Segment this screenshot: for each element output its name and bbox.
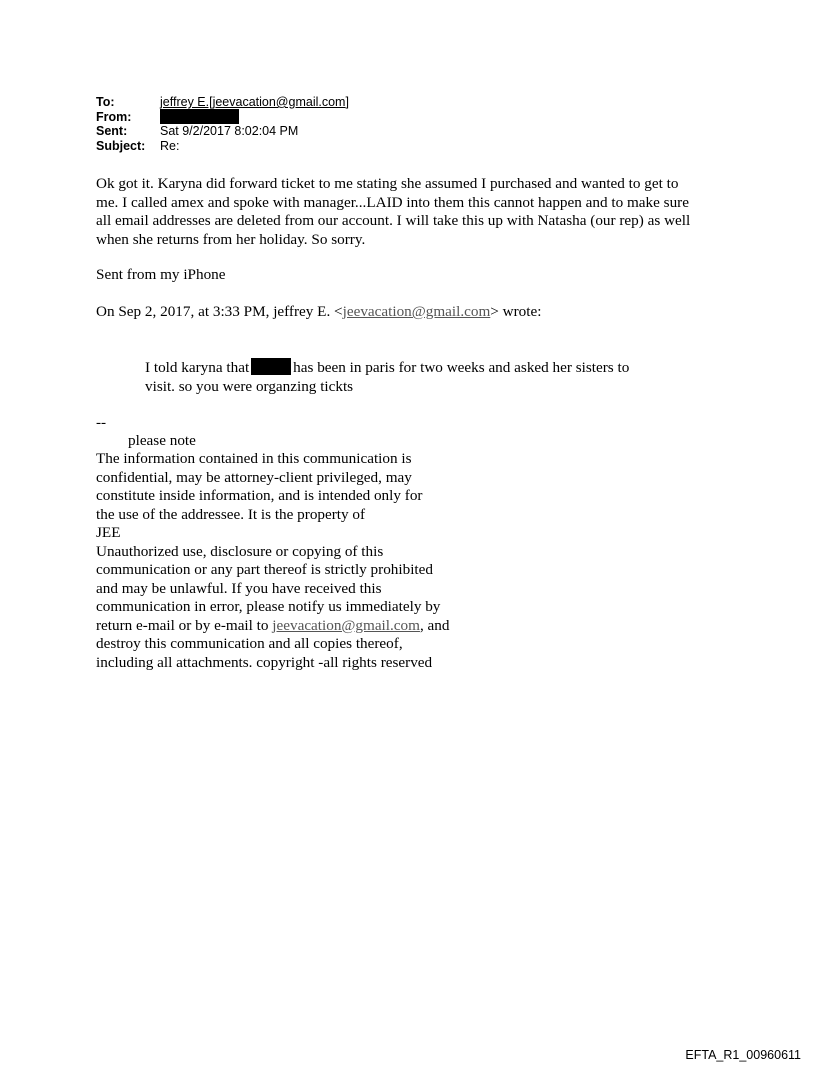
message-line: all email addresses are deleted from our account. I will take this up with Natasha (our rep) as well	[96, 212, 691, 229]
disclaimer-line	[96, 617, 449, 636]
disclaimer-line: The information contained in this communication is	[96, 450, 412, 467]
redaction-box	[160, 109, 239, 124]
quoted-line-end: has been in paris for two weeks and asked her sisters to	[293, 359, 630, 376]
message-line: me. I called amex and spoke with manager...LAID into them this cannot happen and to make sure	[96, 193, 689, 211]
quoted-line: visit. so you were organzing tickts	[145, 377, 354, 395]
disclaimer-line: communication or any part thereof is strictly prohibited	[96, 561, 433, 578]
disclaimer-email-link[interactable]: jeevacation@gmail.com	[272, 616, 420, 634]
sent-value: Sat 9/2/2017 8:02:04 PM	[160, 124, 299, 138]
sent-label: Sent:	[96, 124, 128, 138]
email-header	[96, 95, 349, 153]
to-row	[96, 95, 349, 110]
quote-intro-email-link[interactable]: jeevacation@gmail.com	[342, 303, 491, 320]
from-label: From:	[96, 109, 132, 124]
quoted-message	[145, 358, 629, 396]
disclaimer-line: confidential, may be attorney-client privileged, may	[96, 468, 412, 486]
to-value[interactable]: jeffrey E.[jeevacation@gmail.com]	[160, 95, 349, 109]
signature-separator: --	[96, 414, 107, 431]
disclaimer-line: constitute inside information, and is intended only for	[96, 487, 423, 504]
disclaimer-line: the use of the addressee. It is the property of	[96, 505, 366, 523]
disclaimer-line: destroy this communication and all copies thereof,	[96, 635, 403, 652]
disclaimer-line: JEE	[96, 524, 121, 541]
document-id: EFTA_R1_00960611	[685, 1048, 801, 1062]
to-label: To:	[96, 95, 115, 109]
message-line: when she returns from her holiday. So sorry.	[96, 230, 366, 248]
disclaimer-line: communication in error, please notify us immediately by	[96, 598, 441, 615]
subject-row	[96, 139, 349, 154]
disclaimer-line: including all attachments. copyright -all rights reserved	[96, 653, 433, 671]
sent-from-iphone: Sent from my iPhone	[96, 266, 226, 283]
quote-intro	[96, 303, 541, 322]
signature-note: please note	[128, 432, 196, 449]
message-line: Ok got it. Karyna did forward ticket to me stating she assumed I purchased and wanted to get to	[96, 175, 679, 192]
sent-row	[96, 124, 349, 139]
quote-intro-text-end: > wrote:	[490, 303, 542, 320]
disclaimer-text: return e-mail or by e-mail to	[96, 616, 273, 634]
disclaimer-line: Unauthorized use, disclosure or copying of this	[96, 542, 384, 560]
quote-intro-text: On Sep 2, 2017, at 3:33 PM, jeffrey E. <	[96, 303, 343, 320]
subject-value: Re:	[160, 138, 180, 153]
quoted-line	[145, 358, 629, 378]
message-paragraph	[96, 175, 690, 249]
redaction-box	[251, 358, 291, 375]
signature-disclaimer	[96, 450, 449, 672]
disclaimer-line: and may be unlawful. If you have received this	[96, 579, 382, 597]
disclaimer-text-end: , and	[419, 616, 450, 634]
from-row	[96, 110, 349, 125]
subject-label: Subject:	[96, 138, 146, 153]
quoted-line-start: I told karyna that	[145, 359, 250, 376]
